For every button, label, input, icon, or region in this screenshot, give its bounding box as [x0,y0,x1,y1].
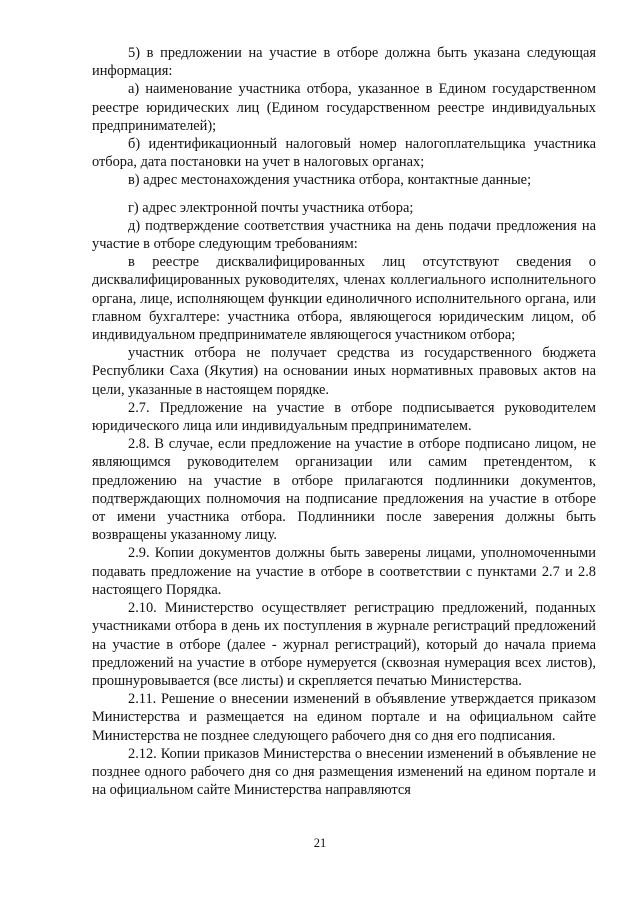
document-body [92,44,596,799]
paragraph-2-12: 2.12. Копии приказов Министерства о внесении изменений в объявление не позднее одного рабочего дня со дня размещения изменений на едином портале и на официальном сайте Министерства направляются [92,745,596,799]
paragraph-requirement-1: в реестре дисквалифицированных лиц отсутствуют сведения о дисквалифицированных руководителях, членах коллегиального исполнительного органа, лице, исполняющем функции единоличного исполнительного органа, или главном бухгалтере: участника отбора, являющегося юридическим лицом, об индивидуальном предпринимателе являющегося участником отбора; [92,254,596,344]
paragraph-2-11: 2.11. Решение о внесении изменений в объявление утверждается приказом Министерства и размещается на едином портале и на официальном сайте Министерства не позднее следующего рабочего дня со дня его подписания. [92,691,596,744]
paragraph-item-5b: б) идентификационный налоговый номер налогоплательщика участника отбора, дата постановки на учет в налоговых органах; [92,136,596,171]
paragraph-item-5a: а) наименование участника отбора, указанное в Едином государственном реестре юридических лиц (Едином государственном реестре индивидуальных предпринимателей); [92,81,596,134]
paragraph-2-10: 2.10. Министерство осуществляет регистрацию предложений, поданных участниками отбора в день их поступления в журнале регистраций предложений на участие в отборе (далее - журнал регистраций), который до начала приема предложений на участие в отборе нумеруется (сквозная нумерация всех листов), прошнуровывается (все листы) и скрепляется печатью Министерства. [92,600,596,689]
paragraph-item-5d: д) подтверждение соответствия участника на день подачи предложения на участие в отборе следующим требованиям: [92,217,596,253]
paragraph-requirement-2: участник отбора не получает средства из государственного бюджета Республики Саха (Якутия) на основании иных нормативных правовых актов на цели, указанные в настоящем порядке. [92,345,596,398]
paragraph-item-5g: г) адрес электронной почты участника отбора; [128,199,414,216]
paragraph-item-5v: в) адрес местонахождения участника отбора, контактные данные; [128,172,532,189]
page-number: 21 [313,836,327,850]
paragraph-item-5: 5) в предложении на участие в отборе должна быть указана следующая информация: [92,45,596,80]
paragraph-2-7: 2.7. Предложение на участие в отборе подписывается руководителем юридического лица или индивидуальным предпринимателем. [92,399,596,435]
paragraph-2-9: 2.9. Копии документов должны быть заверены лицами, уполномоченными подавать предложение на участие в отборе в соответствии с пунктами 2.7 и 2.8 настоящего Порядка. [92,545,596,598]
paragraph-2-8: 2.8. В случае, если предложение на участие в отборе подписано лицом, не являющимся руководителем организации или самим претендентом, к предложению на участие в отборе прилагаются подлинники документов, подтверждающих полномочия на подписание предложения на участие в отборе от имени участника отбора. Подлинники после заверения должны быть возвращены указанному лицу. [92,436,596,544]
